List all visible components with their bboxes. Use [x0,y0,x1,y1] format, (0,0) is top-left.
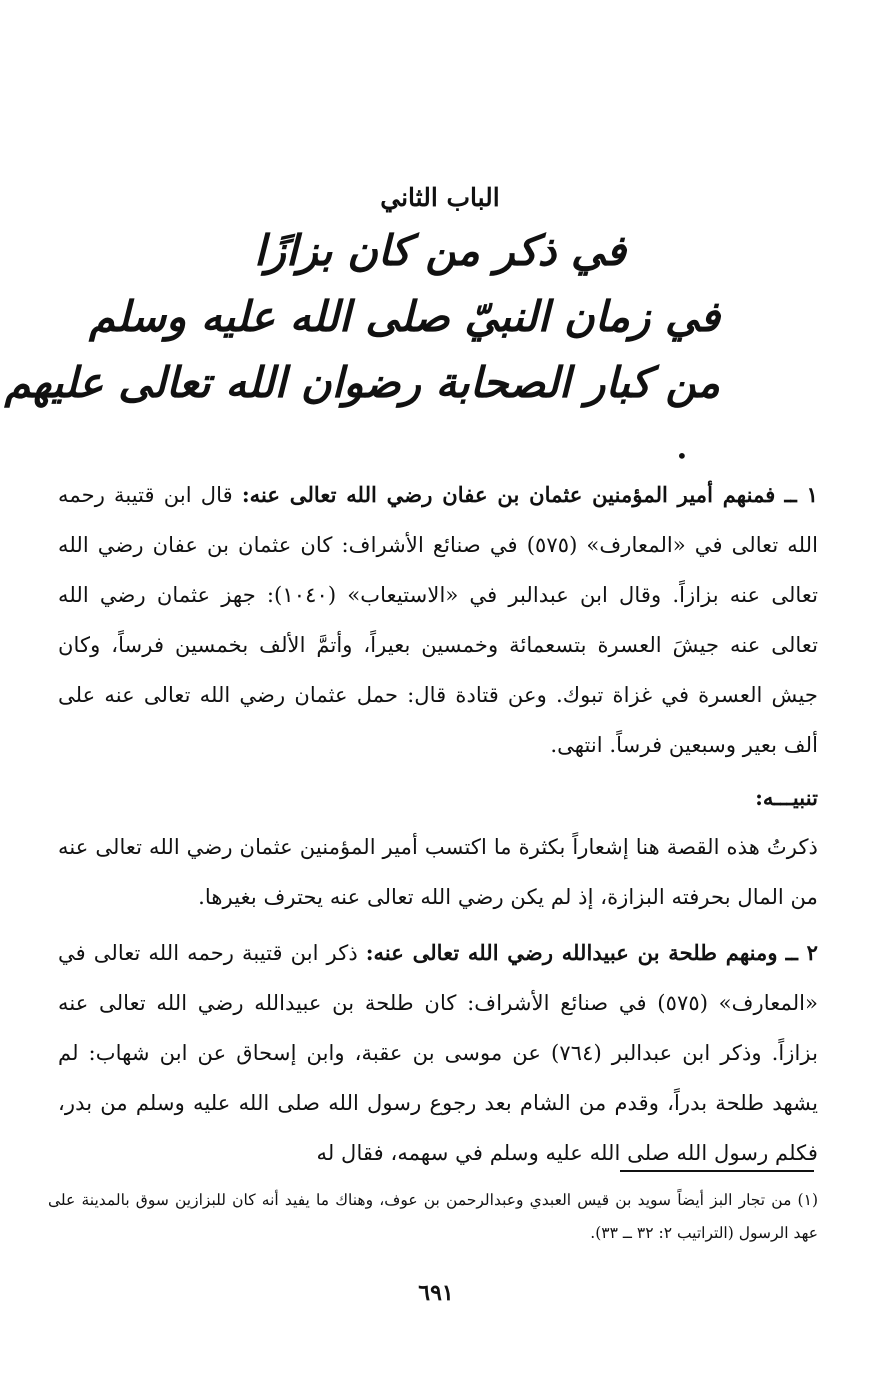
decorative-dot: • [676,444,688,468]
chapter-label: الباب الثاني [380,183,500,212]
paragraph-uthman [58,470,818,770]
paragraph-talha [58,928,818,1178]
paragraph-body: قال ابن قتيبة رحمه الله تعالى في «المعارف» (٥٧٥) في صنائع الأشراف: كان عثمان بن عفان رضي الله تعالى عنه بزازاً. وقال ابن عبدالبر في «الاستيعاب» (١٠٤٠): جهز عثمان رضي الله تعالى عنه جيشَ العسرة بتسعمائة وخمسين بعيراً، وأتمَّ الألف بخمسين فرساً، وكان جيش العسرة في غزاة تبوك. وعن قتادة قال: حمل عثمان رضي الله تعالى عنه على ألف بعير وسبعين فرساً. انتهى. [58,482,819,757]
notice-body: ذكرتُ هذه القصة هنا إشعاراً بكثرة ما اكتسب أمير المؤمنين عثمان رضي الله تعالى عنه من المال بحرفته البزازة، إذ لم يكن رضي الله تعالى عنه يحترف بغيرها. [58,834,818,909]
footnote-divider [620,1170,814,1172]
notice-heading: تنبيـــه: [755,785,818,810]
paragraph-lead: فمنهم أمير المؤمنين عثمان بن عفان رضي الله تعالى عنه: [241,482,776,507]
paragraph-lead: ومنهم طلحة بن عبيدالله رضي الله تعالى عنه: [365,940,778,965]
chapter-title-line-3-text: من كبار الصحابة رضوان الله تعالى عليهم [4,358,720,407]
footnote-1: (١) من تجار البز أيضاً سويد بن قيس العبدي وعبدالرحمن بن عوف، وهناك ما يفيد أنه كان للبزازين سوق بالمدينة على عهد الرسول (التراتيب ٢: ٣٢ ــ ٣٣). [48,1191,818,1242]
paragraph-body: ذكر ابن قتيبة رحمه الله تعالى في «المعارف» (٥٧٥) في صنائع الأشراف: كان طلحة بن عبيدالله رضي الله تعالى عنه بزازاً. وذكر ابن عبدالبر (٧٦٤) عن موسى بن عقبة، وابن إسحاق عن ابن شهاب: لم يشهد طلحة بدراً، وقدم من الشام بعد رجوع رسول الله صلى الله عليه وسلم من بدر، فكلم رسول الله صلى الله عليه وسلم في سهمه، فقال له [58,940,819,1165]
chapter-title-line-3 [4,350,720,421]
chapter-title-line-1: في ذكر من كان بزازًا [253,226,627,275]
footnotes [48,1184,818,1250]
main-text [58,470,818,1178]
page-number: ٦٩١ [418,1280,454,1306]
paragraph-number: ٢ ــ [785,940,818,965]
paragraph-number: ١ ــ [784,482,818,507]
chapter-heading [4,178,720,421]
chapter-title-line-2: في زمان النبيّ صلى الله عليه وسلم [88,292,720,341]
